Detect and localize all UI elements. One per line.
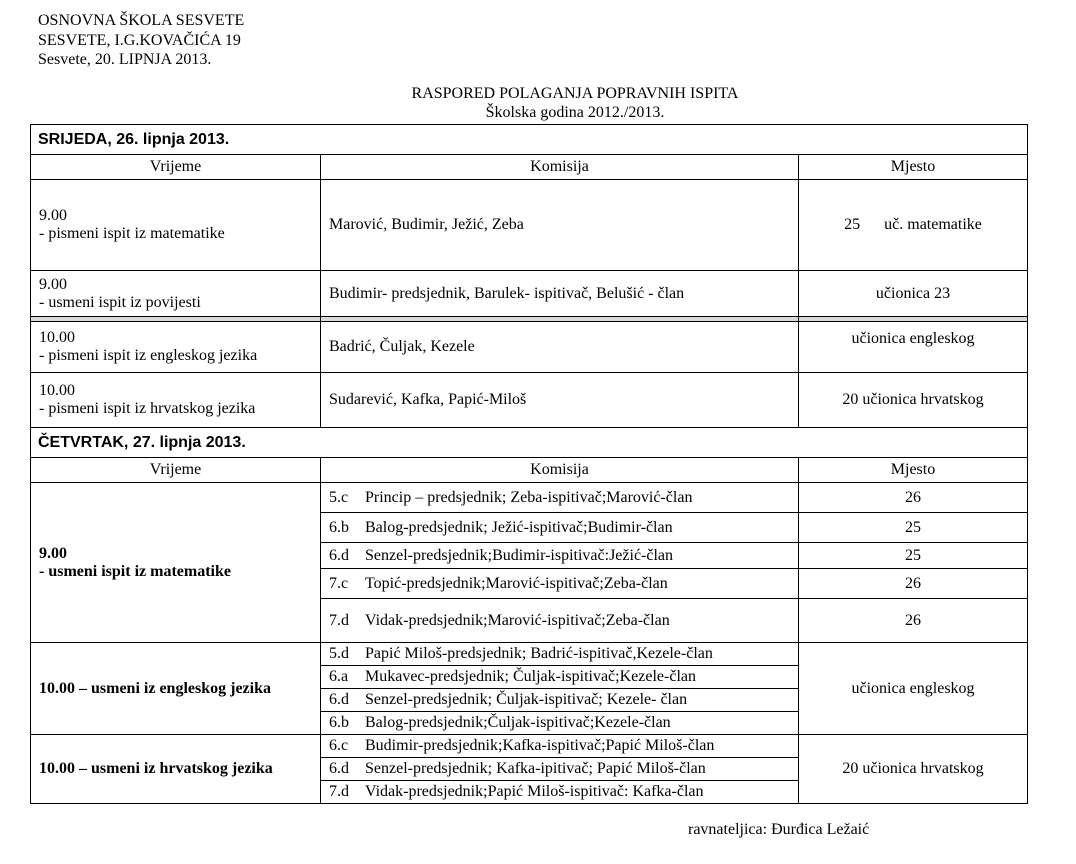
list-item [321, 689, 798, 712]
place-cell: 26 [799, 599, 1028, 643]
committee-text: Senzel-predsjednik; Kafka-ipitivač; Papić Miloš-član [365, 760, 706, 777]
class-label: 5.d [329, 645, 349, 662]
col-committee: Komisija [321, 458, 799, 483]
english-block [31, 643, 1028, 735]
croatian-committee-list [321, 735, 798, 803]
school-name: OSNOVNA ŠKOLA SESVETE [38, 12, 245, 29]
english-time-cell: 10.00 – usmeni iz engleskog jezika [31, 643, 321, 735]
committee-cell: Sudarević, Kafka, Papić-Miloš [321, 373, 799, 428]
committee-text: Senzel-predsjednik;Budimir-ispitivač:Ježić-član [365, 546, 674, 564]
time-cell [31, 271, 321, 317]
math-time-cell [31, 483, 321, 643]
time-cell [31, 373, 321, 428]
exam-time: 9.00 [39, 544, 67, 562]
english-place-cell: učionica engleskog [799, 643, 1028, 735]
place-cell: 26 [799, 569, 1028, 599]
committee-text: Princip – predsjednik; Zeba-ispitivač;Marović-član [365, 488, 693, 506]
col-time: Vrijeme [31, 155, 321, 180]
class-label: 6.d [329, 691, 349, 708]
signature: ravnateljica: Đurđica Ležaić [688, 821, 870, 838]
croatian-time-cell: 10.00 – usmeni iz hrvatskog jezika [31, 735, 321, 804]
list-item [321, 735, 798, 758]
committee-text: Mukavec-predsjednik; Čuljak-ispitivač;Kezele-član [365, 668, 696, 685]
schedule-table [30, 124, 1028, 804]
list-item [321, 643, 798, 666]
place-cell: 26 [799, 483, 1028, 513]
title-line-1: RASPORED POLAGANJA POPRAVNIH ISPITA [411, 85, 739, 102]
class-label: 7.d [329, 611, 349, 629]
class-label: 5.c [329, 488, 349, 506]
list-item [321, 758, 798, 781]
place-cell: 20 učionica hrvatskog [799, 373, 1028, 428]
exam-time: 9.00 [39, 207, 67, 224]
table-row [31, 271, 1028, 317]
day2-heading: ČETVRTAK, 27. lipnja 2013. [31, 428, 1028, 458]
exam-name: - pismeni ispit iz hrvatskog jezika [39, 400, 256, 417]
exam-name: - pismeni ispit iz engleskog jezika [39, 347, 258, 364]
exam-name: - usmeni ispit iz matematike [39, 562, 231, 580]
document-date: Sesvete, 20. LIPNJA 2013. [38, 51, 212, 68]
time-cell [31, 322, 321, 373]
croatian-place-cell: 20 učionica hrvatskog [799, 735, 1028, 804]
day1-heading: SRIJEDA, 26. lipnja 2013. [31, 125, 1028, 155]
school-header [38, 11, 244, 70]
school-address: SESVETE, I.G.KOVAČIĆA 19 [38, 31, 241, 49]
committee-cell [321, 543, 799, 569]
committee-text: Balog-predsjednik;Čuljak-ispitivač;Kezele-član [365, 714, 671, 731]
class-label: 7.d [329, 783, 349, 800]
english-committee-cell [321, 643, 799, 735]
place-cell: 25 [799, 513, 1028, 543]
col-place: Mjesto [799, 155, 1028, 180]
exam-name: - usmeni ispit iz povijesti [39, 293, 201, 311]
committee-text: Vidak-predsjednik;Papić Miloš-ispitivač: Kafka-član [365, 783, 704, 800]
document-title [0, 84, 1076, 122]
day1-column-headers [31, 155, 1028, 180]
title-line-2: Školska godina 2012./2013. [485, 104, 665, 121]
place-cell: učionica engleskog [799, 322, 1028, 373]
class-label: 6.d [329, 760, 349, 777]
day2-column-headers [31, 458, 1028, 483]
place-cell: 25 [799, 543, 1028, 569]
english-committee-list [321, 643, 798, 734]
table-row [31, 483, 1028, 513]
committee-text: Balog-predsjednik; Ježić-ispitivač;Budimir-član [365, 518, 673, 536]
exam-name: - pismeni ispit iz matematike [39, 225, 225, 242]
committee-text: Papić Miloš-predsjednik; Badrić-ispitivač,Kezele-član [365, 645, 713, 662]
class-label: 6.b [329, 714, 349, 731]
place-cell: učionica 23 [799, 271, 1028, 317]
list-item [321, 666, 798, 689]
committee-cell: Budimir- predsjednik, Barulek- ispitivač, Belušić - član [321, 271, 799, 317]
col-place: Mjesto [799, 458, 1028, 483]
class-label: 6.a [329, 668, 349, 685]
committee-cell [321, 513, 799, 543]
committee-cell [321, 599, 799, 643]
class-label: 6.c [329, 737, 349, 754]
committee-cell: Marović, Budimir, Ježić, Zeba [321, 180, 799, 271]
committee-text: Senzel-predsjednik; Čuljak-ispitivač; Kezele- član [365, 691, 688, 708]
place-cell: 25 uč. matematike [799, 180, 1028, 271]
committee-cell: Badrić, Čuljak, Kezele [321, 322, 799, 373]
committee-text: Budimir-predsjednik;Kafka-ispitivač;Papić Miloš-član [365, 737, 715, 754]
list-item [321, 712, 798, 735]
committee-text: Topić-predsjednik;Marović-ispitivač;Zeba-član [365, 574, 668, 592]
table-row [31, 322, 1028, 373]
croatian-block [31, 735, 1028, 804]
committee-cell [321, 483, 799, 513]
exam-time: 10.00 [39, 329, 75, 346]
committee-text: Vidak-predsjednik;Marović-ispitivač;Zeba-član [365, 611, 670, 629]
class-label: 6.b [329, 518, 349, 536]
table-row [31, 373, 1028, 428]
exam-time: 9.00 [39, 275, 67, 293]
list-item [321, 781, 798, 804]
croatian-committee-cell [321, 735, 799, 804]
exam-time: 10.00 [39, 382, 75, 399]
time-cell [31, 180, 321, 271]
class-label: 6.d [329, 546, 349, 564]
col-committee: Komisija [321, 155, 799, 180]
col-time: Vrijeme [31, 458, 321, 483]
table-row [31, 180, 1028, 271]
class-label: 7.c [329, 574, 349, 592]
committee-cell [321, 569, 799, 599]
